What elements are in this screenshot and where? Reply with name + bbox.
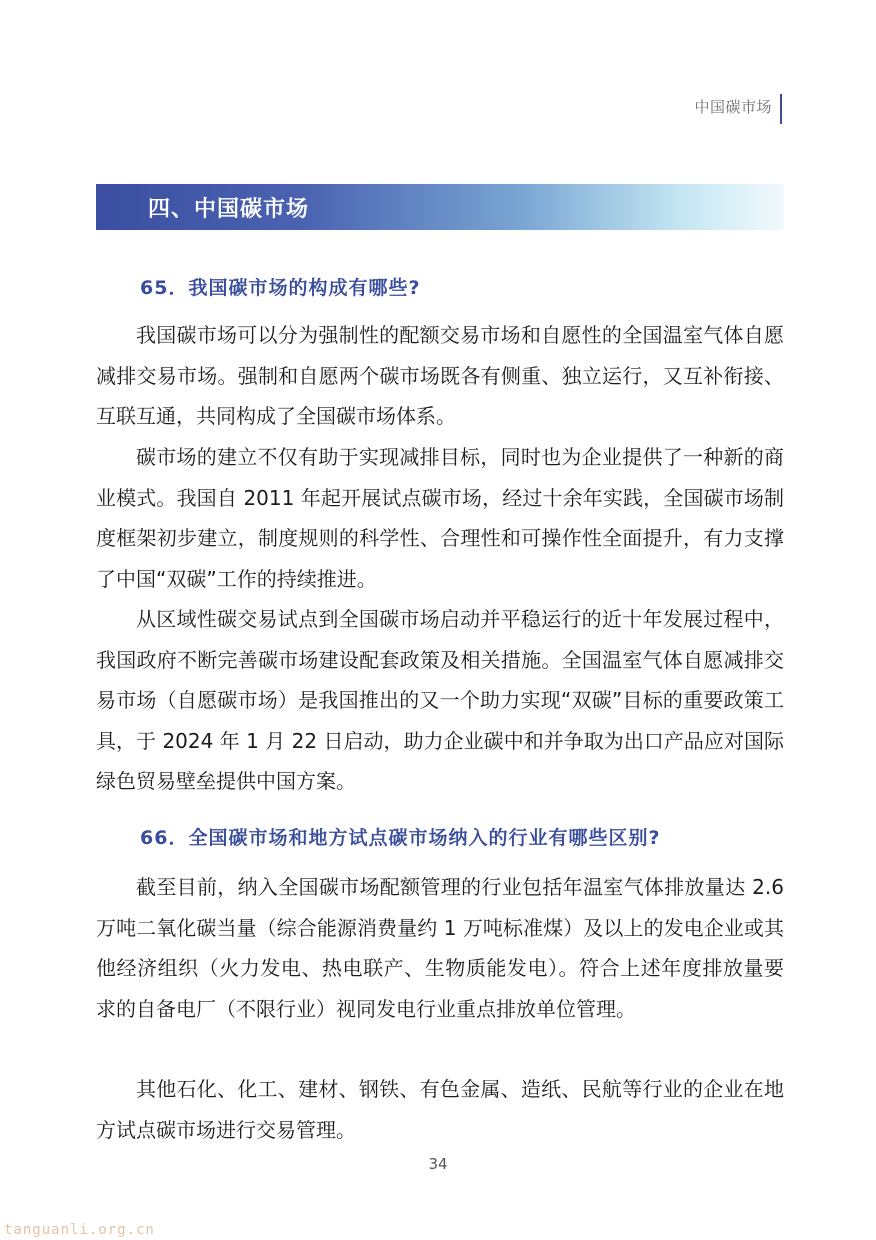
- watermark: tanguanli.org.cn: [4, 1222, 155, 1238]
- page-number: 34: [428, 1155, 448, 1173]
- running-header-title: 中国碳市场: [694, 98, 772, 116]
- section-title: 四、中国碳市场: [148, 197, 310, 222]
- running-header-bar: [780, 94, 782, 124]
- section-banner: [96, 184, 784, 230]
- q65-paragraph-1: 我国碳市场可以分为强制性的配额交易市场和自愿性的全国温室气体自愿减排交易市场。强制和自愿两个碳市场既各有侧重、独立运行，又互补衔接、互联互通，共同构成了全国碳市场体系。: [96, 323, 784, 428]
- q65-paragraph-3: 从区域性碳交易试点到全国碳市场启动并平稳运行的近十年发展过程中，我国政府不断完善碳市场建设配套政策及相关措施。全国温室气体自愿减排交易市场（自愿碳市场）是我国推出的又一个助力实现“双碳”目标的重要政策工具，于 2024 年 1 月 22 日启动，助力企业碳中和并争取为出口产品应对国际绿色贸易壁垒提供中国方案。: [96, 607, 784, 793]
- question-66-heading: 66．全国碳市场和地方试点碳市场纳入的行业有哪些区别?: [140, 827, 661, 849]
- q66-paragraph-1: 截至目前，纳入全国碳市场配额管理的行业包括年温室气体排放量达 2.6 万吨二氧化碳当量（综合能源消费量约 1 万吨标准煤）及以上的发电企业或其他经济组织（火力发电、热电联产、生物质能发电）。符合上述年度排放量要求的自备电厂（不限行业）视同发电行业重点排放单位管理。: [96, 875, 784, 1021]
- q66-paragraph-2: 其他石化、化工、建材、钢铁、有色金属、造纸、民航等行业的企业在地方试点碳市场进行交易管理。: [96, 1077, 784, 1142]
- question-65-heading: 65．我国碳市场的构成有哪些?: [140, 277, 421, 299]
- q65-paragraph-2: 碳市场的建立不仅有助于实现减排目标，同时也为企业提供了一种新的商业模式。我国自 2011 年起开展试点碳市场，经过十余年实践，全国碳市场制度框架初步建立，制度规则的科学性、合理性和可操作性全面提升，有力支撑了中国“双碳”工作的持续推进。: [96, 445, 784, 591]
